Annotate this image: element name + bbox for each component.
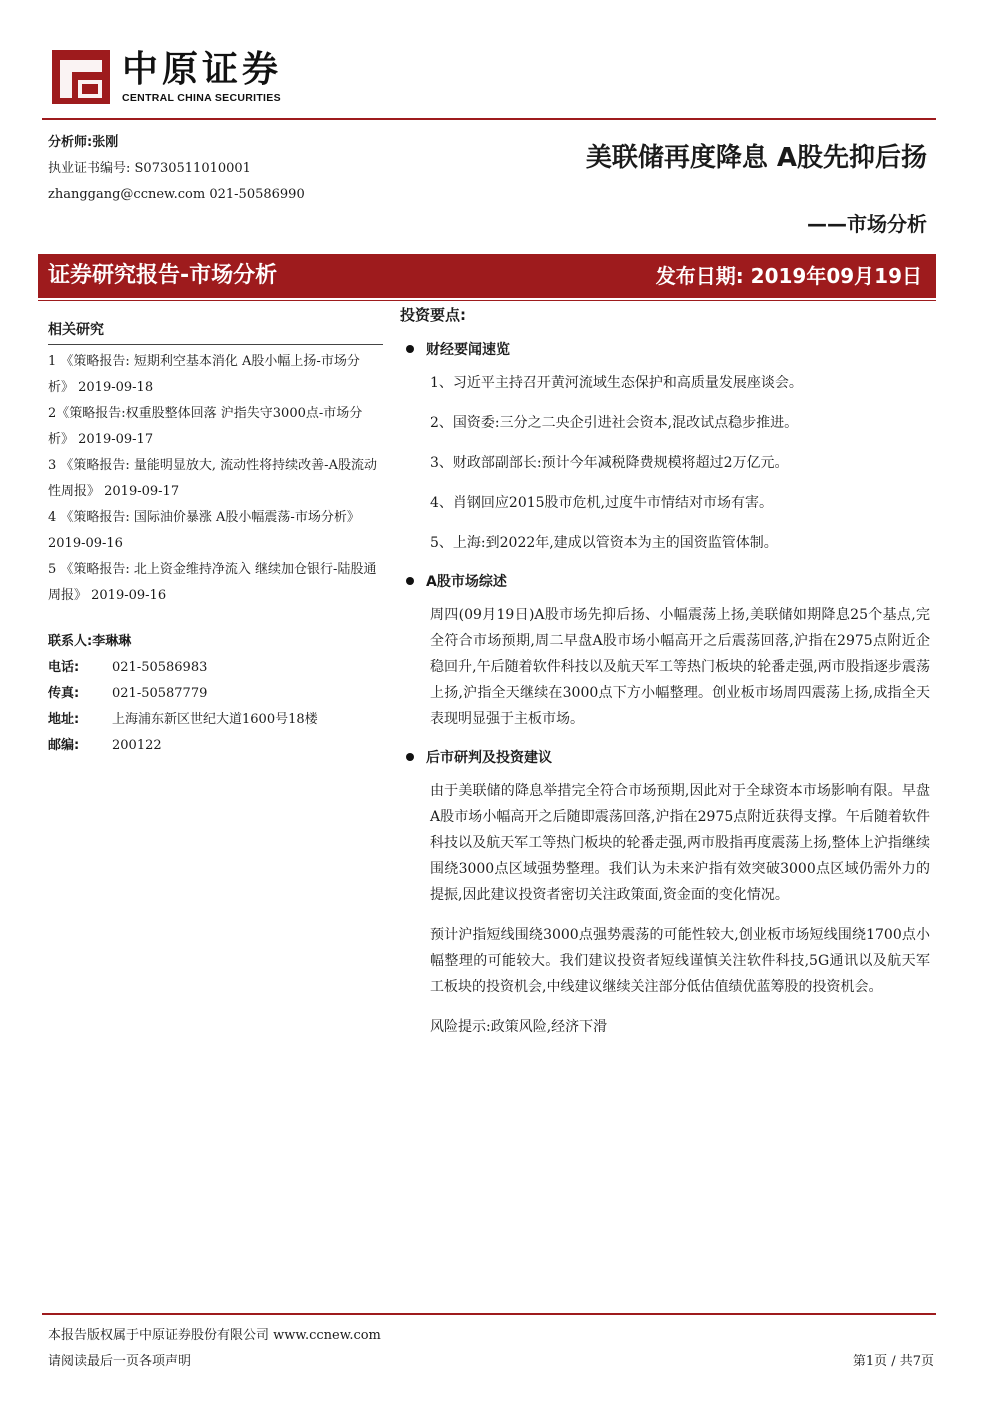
report-subtitle: ——市场分析 [807,212,927,236]
section-heading [406,570,930,594]
sidebar [48,318,383,759]
related-item[interactable]: 1 《策略报告: 短期利空基本消化 A股小幅上扬-市场分析》 2019-09-18 [48,354,360,395]
related-item[interactable]: 2《策略报告:权重股整体回落 沪指失守3000点-市场分析》 2019-09-17 [48,406,363,447]
analyst-cert: 执业证书编号: S0730511010001 [48,161,251,176]
page-number: 第1页 / 共7页 [852,1354,934,1369]
address-value: 上海浦东新区世纪大道1600号18楼 [112,712,318,727]
main-content [400,302,930,1054]
news-item: 4、肖钢回应2015股市危机,过度牛市情结对市场有害。 [430,495,773,511]
bullet-icon [406,753,414,761]
analyst-name-row [48,130,305,156]
report-banner [38,254,936,298]
report-title: 美联储再度降息 A股先抑后扬 [585,143,927,173]
risk-warning: 风险提示:政策风险,经济下滑 [430,1019,608,1035]
analyst-contact[interactable]: zhanggang@ccnew.com 021-50586990 [48,187,305,202]
zip-value: 200122 [112,738,162,753]
contact-zip-row [48,733,383,759]
contact-person-label: 联系人: [48,634,93,649]
logo-chinese-name: 中原证券 [122,49,283,90]
disclaimer-text: 请阅读最后一页各项声明 [48,1354,192,1369]
logo-english-name: CENTRAL CHINA SECURITIES [122,92,281,104]
news-item: 2、国资委:三分之二央企引进社会资本,混改试点稳步推进。 [430,415,799,431]
phone-label: 电话: [48,660,80,675]
contact-fax-row [48,681,383,707]
analyst-name: 张刚 [92,135,119,150]
outlook-paragraph: 预计沪指短线围绕3000点强势震荡的可能性较大,创业板市场短线围绕1700点小幅整理的可能较大。我们建议投资者短线谨慎关注软件科技,5G通讯以及航天军工板块的投资机会,中线建议继续关注部分低估值绩优蓝筹股的投资机会。 [430,927,930,995]
contact-info [48,629,383,759]
news-item: 1、习近平主持召开黄河流域生态保护和高质量发展座谈会。 [430,375,803,391]
analyst-info [48,130,305,208]
phone-value: 021-50586983 [112,660,208,675]
bullet-icon [406,345,414,353]
related-item[interactable]: 5 《策略报告: 北上资金维持净流入 继续加仓银行-陆股通周报》 2019-09-16 [48,562,377,603]
report-category: 证券研究报告-市场分析 [48,263,278,288]
related-item[interactable]: 4 《策略报告: 国际油价暴涨 A股小幅震荡-市场分析》 2019-09-16 [48,510,360,551]
fax-value: 021-50587779 [112,686,208,701]
section-heading [406,746,930,770]
contact-address-row [48,707,383,733]
analyst-label: 分析师: [48,135,93,150]
bullet-icon [406,577,414,585]
zip-label: 邮编: [48,738,80,753]
footer-left [48,1323,381,1375]
contact-phone-row [48,655,383,681]
section-title: 后市研判及投资建议 [426,750,552,766]
investment-highlights-heading: 投资要点: [400,306,466,324]
contact-person-row [48,629,383,655]
address-label: 地址: [48,712,80,727]
company-logo-icon [52,50,110,104]
banner-underline [38,300,936,301]
fax-label: 传真: [48,686,80,701]
related-item[interactable]: 3 《策略报告: 量能明显放大, 流动性将持续改善-A股流动性周报》 2019-09-17 [48,458,377,499]
section-title: A股市场综述 [426,574,507,590]
footer-divider [42,1313,936,1315]
section-title: 财经要闻速览 [426,342,510,358]
related-research-heading: 相关研究 [48,318,383,345]
header-divider [42,118,936,120]
section-heading [406,338,930,362]
outlook-paragraph: 由于美联储的降息举措完全符合市场预期,因此对于全球资本市场影响有限。早盘A股市场小幅高开之后随即震荡回落,沪指在2975点附近获得支撑。午后随着软件科技以及航天军工等热门板块的轮番走强,两市股指再度震荡上扬,整体上沪指继续围绕3000点区域强势整理。我们认为未来沪指有效突破3000点区域仍需外力的提振,因此建议投资者密切关注政策面,资金面的变化情况。 [430,783,930,903]
news-item: 5、上海:到2022年,建成以管资本为主的国资监管体制。 [430,535,778,551]
contact-person-name: 李琳琳 [92,634,132,649]
copyright-text: 本报告版权属于中原证券股份有限公司 www.ccnew.com [48,1328,381,1343]
market-review-paragraph: 周四(09月19日)A股市场先抑后扬、小幅震荡上扬,美联储如期降息25个基点,完全符合市场预期,周二早盘A股市场小幅高开之后震荡回落,沪指在2975点附近企稳回升,午后随着软件科技以及航天军工等热门板块的轮番走强,两市股指逐步震荡上扬,沪指全天继续在3000点下方小幅整理。创业板市场周四震荡上扬,成指全天表现明显强于主板市场。 [430,607,930,727]
publish-date: 发布日期: 2019年09月19日 [655,264,922,288]
news-item: 3、财政部副部长:预计今年减税降费规模将超过2万亿元。 [430,455,789,471]
